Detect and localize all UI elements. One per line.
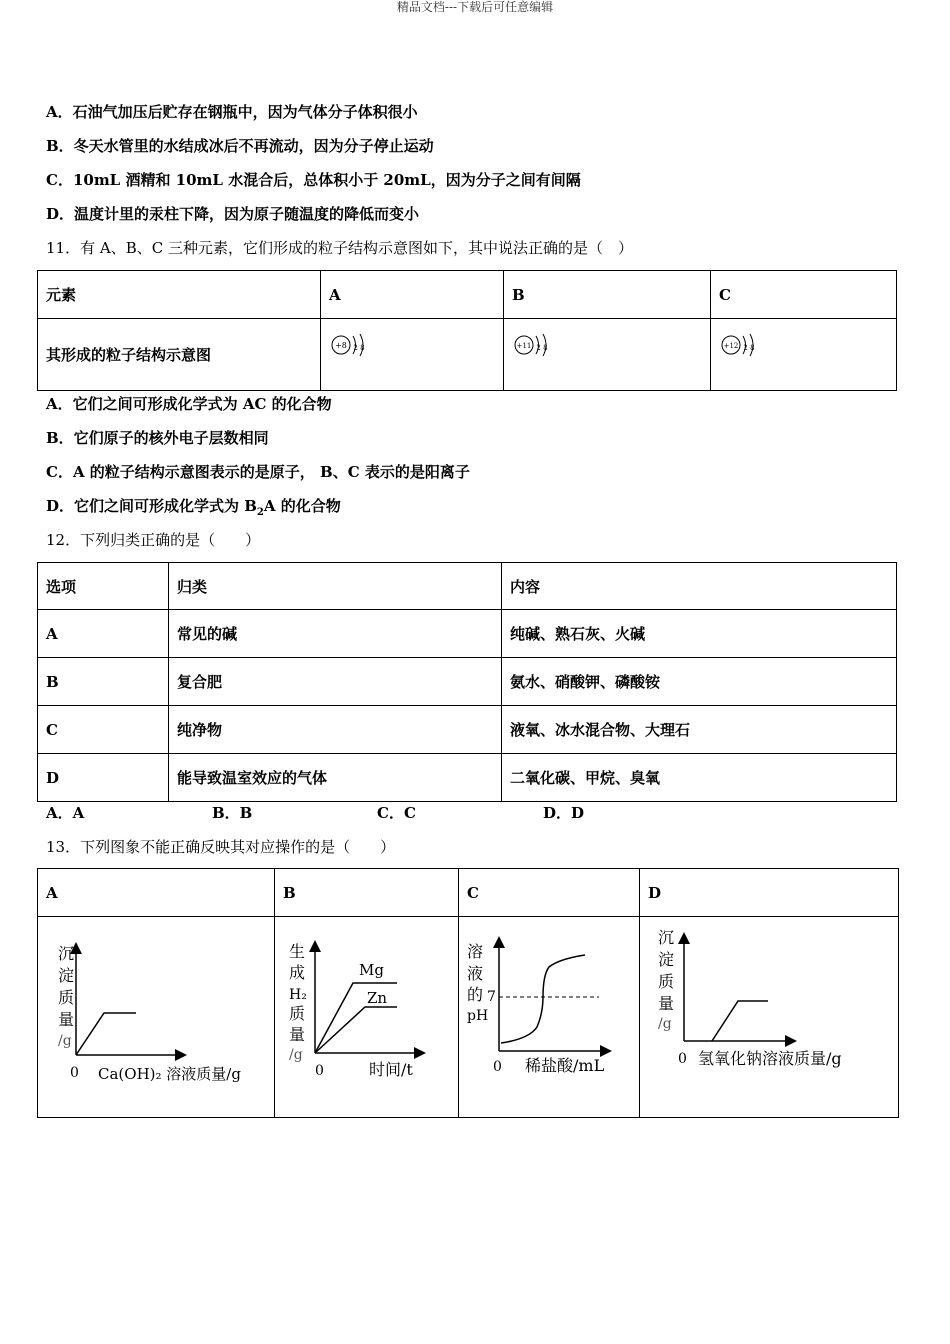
q10-option-a: A．石油气加压后贮存在钢瓶中，因为气体分子体积很小 <box>46 103 418 121</box>
q12-header-category: 归类 <box>169 563 502 610</box>
table-row <box>38 754 897 802</box>
graph-a <box>38 917 274 1113</box>
q11-table <box>37 270 897 391</box>
table-row <box>38 658 897 706</box>
graph-b <box>275 917 458 1113</box>
graph-c-ref-label: 7 <box>487 989 496 1005</box>
table-row <box>38 706 897 754</box>
q11-header-b: B <box>504 271 711 319</box>
particle-a-shells: 2 8 <box>353 344 365 352</box>
q11-stem: 11．有 A、B、C 三种元素，它们形成的粒子结构示意图如下，其中说法正确的是（ ） <box>46 239 633 257</box>
q11-header-element: 元素 <box>38 271 321 319</box>
q12-row-d-option: D <box>38 754 169 802</box>
graph-d-ylabel-2: 淀 <box>658 950 675 969</box>
q12-answer-a: A．A <box>46 804 85 822</box>
q12-row-c-option: C <box>38 706 169 754</box>
q12-row-b-category: 复合肥 <box>169 658 502 706</box>
particle-c-nucleus: +12 <box>723 342 739 350</box>
graph-b-xlabel: 时间/t <box>369 1060 413 1079</box>
q11-particle-c-cell <box>711 319 897 391</box>
graph-c-ylabel-4: pH <box>467 1008 489 1024</box>
q12-row-b-option: B <box>38 658 169 706</box>
q12-row-d-category: 能导致温室效应的气体 <box>169 754 502 802</box>
q12-row-a-option: A <box>38 610 169 658</box>
graph-d-ylabel-5: /g <box>658 1016 672 1032</box>
graph-b-series-zn: Zn <box>367 989 388 1007</box>
q13-graph-a-cell <box>38 917 275 1118</box>
graph-b-ylabel-6: /g <box>289 1047 303 1063</box>
q10-option-c: C．10mL 酒精和 10mL 水混合后，总体积小于 20mL，因为分子之间有间隔 <box>46 171 581 189</box>
graph-b-ylabel-4: 质 <box>289 1004 306 1023</box>
q11-row-label: 其形成的粒子结构示意图 <box>38 319 321 391</box>
graph-d-origin: 0 <box>678 1051 687 1067</box>
graph-d-ylabel-3: 质 <box>658 972 675 991</box>
q12-row-d-content: 二氧化碳、甲烷、臭氧 <box>502 754 897 802</box>
q12-row-c-content: 液氧、冰水混合物、大理石 <box>502 706 897 754</box>
q12-answer-d: D．D <box>543 804 585 822</box>
graph-a-xlabel: Ca(OH)₂ 溶液质量/g <box>98 1065 241 1083</box>
graph-a-ylabel-2: 淀 <box>58 966 75 985</box>
q11-header-c: C <box>711 271 897 319</box>
particle-diagram-c <box>719 327 779 363</box>
q11-option-c: C．A 的粒子结构示意图表示的是原子， B、C 表示的是阳离子 <box>46 463 470 481</box>
particle-b-nucleus: +11 <box>516 342 532 350</box>
q12-row-c-category: 纯净物 <box>169 706 502 754</box>
q11-option-a: A．它们之间可形成化学式为 AC 的化合物 <box>46 395 332 413</box>
particle-b-shells: 2 8 <box>536 344 548 352</box>
q13-stem: 13．下列图象不能正确反映其对应操作的是（ ） <box>46 838 396 856</box>
q12-answer-b: B．B <box>212 804 253 822</box>
graph-d-ylabel-4: 量 <box>658 994 675 1013</box>
q10-option-b: B．冬天水管里的水结成冰后不再流动，因为分子停止运动 <box>46 137 434 155</box>
graph-a-origin: 0 <box>70 1065 79 1081</box>
graph-b-ylabel-1: 生 <box>289 942 306 961</box>
q12-table <box>37 562 897 802</box>
q11-option-d-suffix: A 的化合物 <box>263 497 341 515</box>
graph-c-ylabel-3: 的 <box>467 985 484 1004</box>
graph-a-curve <box>76 1013 136 1055</box>
graph-a-ylabel-3: 质 <box>58 988 75 1007</box>
q11-header-a: A <box>321 271 504 319</box>
q12-row-a-category: 常见的碱 <box>169 610 502 658</box>
particle-diagram-b <box>512 327 572 363</box>
graph-a-ylabel-5: /g <box>58 1033 72 1049</box>
graph-c <box>459 917 639 1113</box>
q13-header-d: D <box>640 869 899 917</box>
q13-table <box>37 868 899 1118</box>
q12-stem: 12．下列归类正确的是（ ） <box>46 531 261 549</box>
q10-option-d: D．温度计里的汞柱下降，因为原子随温度的降低而变小 <box>46 205 420 223</box>
q12-row-a-content: 纯碱、熟石灰、火碱 <box>502 610 897 658</box>
q13-header-a: A <box>38 869 275 917</box>
q12-answer-c: C．C <box>377 804 416 822</box>
graph-c-ylabel-1: 溶 <box>467 942 484 961</box>
q11-option-d-subscript: 2 <box>256 507 264 518</box>
q11-particle-a-cell <box>321 319 504 391</box>
particle-a-nucleus: +8 <box>335 341 347 350</box>
graph-d-ylabel-1: 沉 <box>658 928 675 947</box>
q13-graph-b-cell <box>275 917 459 1118</box>
q12-header-option: 选项 <box>38 563 169 610</box>
page-header: 精品文档---下载后可任意编辑 <box>396 0 554 14</box>
graph-b-ylabel-3: H₂ <box>289 987 307 1003</box>
q11-particle-b-cell <box>504 319 711 391</box>
q12-row-b-content: 氨水、硝酸钾、磷酸铵 <box>502 658 897 706</box>
graph-c-xlabel: 稀盐酸/mL <box>525 1056 605 1075</box>
table-row <box>38 610 897 658</box>
graph-d <box>640 917 898 1113</box>
particle-c-shells: 2 8 <box>743 344 755 352</box>
graph-d-xlabel: 氢氧化钠溶液质量/g <box>698 1049 842 1068</box>
graph-b-series-mg: Mg <box>359 961 384 979</box>
graph-c-curve <box>501 955 585 1043</box>
graph-a-ylabel-4: 量 <box>58 1010 75 1029</box>
q11-option-b: B．它们原子的核外电子层数相同 <box>46 429 269 447</box>
graph-a-ylabel-1: 沉 <box>58 944 75 963</box>
graph-d-curve <box>712 1001 768 1041</box>
q11-option-d-prefix: D．它们之间可形成化学式为 B <box>46 497 257 515</box>
q12-header-content: 内容 <box>502 563 897 610</box>
graph-b-ylabel-5: 量 <box>289 1025 306 1044</box>
q11-option-d <box>46 495 341 517</box>
graph-c-ylabel-2: 液 <box>467 964 484 983</box>
graph-c-origin: 0 <box>493 1059 502 1075</box>
graph-b-ylabel-2: 成 <box>289 963 306 982</box>
q13-header-b: B <box>275 869 459 917</box>
q13-graph-c-cell <box>459 917 640 1118</box>
q13-header-c: C <box>459 869 640 917</box>
particle-diagram-a <box>329 327 389 363</box>
graph-b-origin: 0 <box>315 1063 324 1079</box>
q13-graph-d-cell <box>640 917 899 1118</box>
